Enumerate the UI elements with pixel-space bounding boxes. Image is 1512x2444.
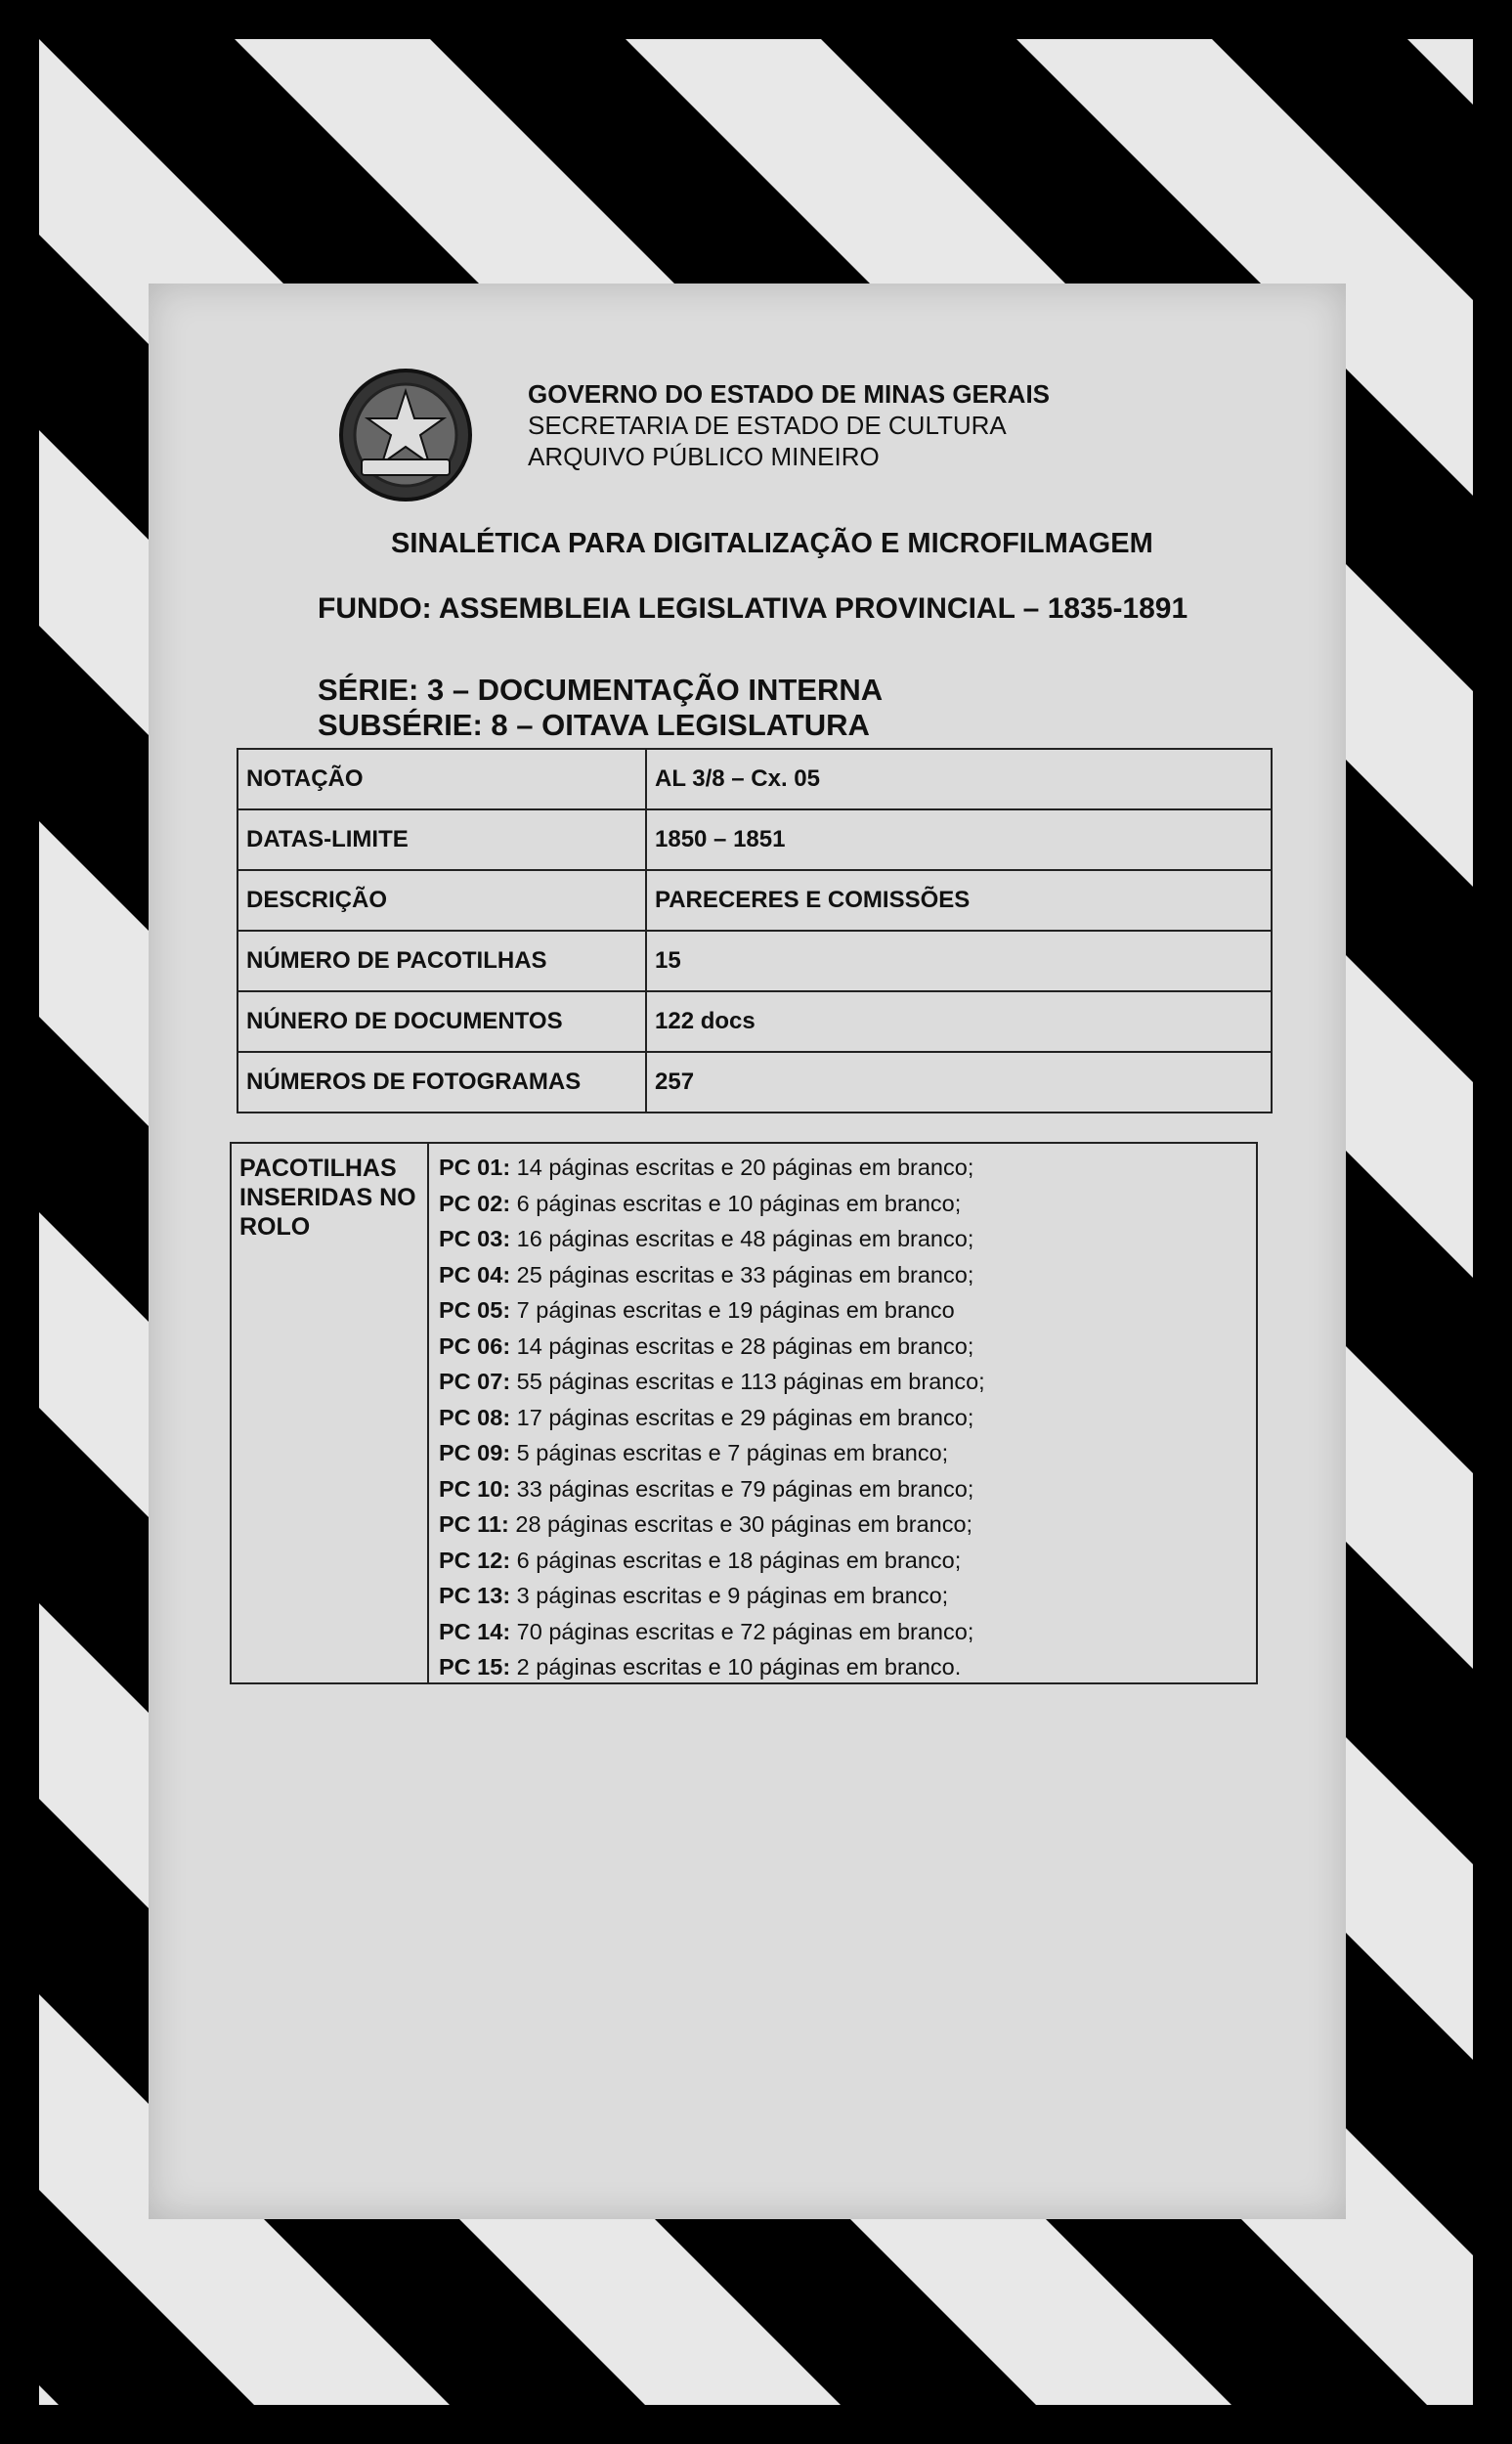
pacotilha-code: PC 03: xyxy=(439,1226,511,1251)
datas-limite-label: DATAS-LIMITE xyxy=(238,809,646,870)
list-item xyxy=(439,1506,1246,1543)
pacotilha-code: PC 07: xyxy=(439,1369,511,1394)
descricao-label: DESCRIÇÃO xyxy=(238,870,646,931)
pacotilha-description: 55 páginas escritas e 113 páginas em branco; xyxy=(510,1369,985,1394)
fotogramas-count-label: NÚMEROS DE FOTOGRAMAS xyxy=(238,1052,646,1113)
fundo-line: FUNDO: ASSEMBLEIA LEGISLATIVA PROVINCIAL – 1835-1891 xyxy=(318,592,1188,625)
pacotilha-description: 7 páginas escritas e 19 páginas em branco xyxy=(510,1297,955,1323)
list-item xyxy=(439,1329,1246,1365)
table-row xyxy=(238,749,1272,809)
documentos-count-label: NÚNERO DE DOCUMENTOS xyxy=(238,991,646,1052)
table-row xyxy=(238,1052,1272,1113)
roll-contents-box xyxy=(230,1142,1258,1684)
pacotilha-description: 28 páginas escritas e 30 páginas em branco; xyxy=(508,1511,973,1537)
list-item xyxy=(439,1257,1246,1293)
pacotilha-code: PC 12: xyxy=(439,1547,511,1573)
serie-line: SÉRIE: 3 – DOCUMENTAÇÃO INTERNA xyxy=(318,673,884,707)
metadata-table xyxy=(237,748,1273,1113)
table-row xyxy=(238,991,1272,1052)
institution-line-archive: ARQUIVO PÚBLICO MINEIRO xyxy=(528,442,880,471)
list-item xyxy=(439,1186,1246,1222)
pacotilha-description: 17 páginas escritas e 29 páginas em branco; xyxy=(510,1404,974,1430)
list-item xyxy=(439,1221,1246,1257)
pacotilha-code: PC 13: xyxy=(439,1583,511,1608)
pacotilha-description: 14 páginas escritas e 20 páginas em branco; xyxy=(510,1155,974,1180)
pacotilha-description: 3 páginas escritas e 9 páginas em branco; xyxy=(510,1583,949,1608)
document-title: SINALÉTICA PARA DIGITALIZAÇÃO E MICROFILMAGEM xyxy=(391,528,1153,559)
table-row xyxy=(238,809,1272,870)
pacotilha-code: PC 01: xyxy=(439,1155,511,1180)
pacotilha-code: PC 14: xyxy=(439,1618,511,1644)
pacotilha-code: PC 08: xyxy=(439,1404,511,1430)
datas-limite-value: 1850 – 1851 xyxy=(646,809,1272,870)
table-row xyxy=(238,870,1272,931)
documentos-count-value: 122 docs xyxy=(646,991,1272,1052)
list-item xyxy=(439,1649,1246,1685)
notacao-label: NOTAÇÃO xyxy=(238,749,646,809)
list-item xyxy=(439,1543,1246,1579)
roll-list xyxy=(439,1150,1246,1685)
pacotilha-code: PC 02: xyxy=(439,1190,511,1216)
subserie-line: SUBSÉRIE: 8 – OITAVA LEGISLATURA xyxy=(318,708,870,742)
pacotilha-description: 6 páginas escritas e 10 páginas em branco; xyxy=(510,1190,962,1216)
institution-line-secretariat: SECRETARIA DE ESTADO DE CULTURA xyxy=(528,411,1007,440)
list-item xyxy=(439,1614,1246,1650)
pacotilha-code: PC 10: xyxy=(439,1475,511,1502)
list-item xyxy=(439,1292,1246,1329)
table-row xyxy=(238,931,1272,991)
state-coat-of-arms-icon xyxy=(332,362,479,508)
pacotilha-code: PC 06: xyxy=(439,1332,511,1359)
pacotilhas-count-label: NÚMERO DE PACOTILHAS xyxy=(238,931,646,991)
pacotilha-description: 70 páginas escritas e 72 páginas em branco; xyxy=(510,1618,974,1644)
list-item xyxy=(439,1150,1246,1186)
pacotilha-code: PC 11: xyxy=(439,1511,509,1537)
pacotilha-description: 14 páginas escritas e 28 páginas em branco; xyxy=(510,1332,974,1359)
descricao-value: PARECERES E COMISSÕES xyxy=(646,870,1272,931)
pacotilha-code: PC 15: xyxy=(439,1654,511,1680)
pacotilha-code: PC 05: xyxy=(439,1297,511,1323)
pacotilha-description: 33 páginas escritas e 79 páginas em branco; xyxy=(510,1475,974,1502)
list-item xyxy=(439,1435,1246,1471)
pacotilha-code: PC 04: xyxy=(439,1261,511,1287)
pacotilha-code: PC 09: xyxy=(439,1440,511,1465)
list-item xyxy=(439,1471,1246,1507)
pacotilha-description: 16 páginas escritas e 48 páginas em branco; xyxy=(510,1226,974,1251)
pacotilha-description: 5 páginas escritas e 7 páginas em branco; xyxy=(510,1440,949,1465)
roll-label: PACOTILHAS INSERIDAS NO ROLO xyxy=(232,1144,429,1682)
list-item xyxy=(439,1400,1246,1436)
notacao-value: AL 3/8 – Cx. 05 xyxy=(646,749,1272,809)
institution-line-government: GOVERNO DO ESTADO DE MINAS GERAIS xyxy=(528,379,1051,409)
pacotilha-description: 25 páginas escritas e 33 páginas em branco; xyxy=(510,1261,974,1287)
pacotilha-description: 2 páginas escritas e 10 páginas em branco. xyxy=(510,1654,962,1680)
fotogramas-count-value: 257 xyxy=(646,1052,1272,1113)
pacotilhas-count-value: 15 xyxy=(646,931,1272,991)
pacotilha-description: 6 páginas escritas e 18 páginas em branco; xyxy=(510,1547,962,1573)
list-item xyxy=(439,1578,1246,1614)
list-item xyxy=(439,1364,1246,1400)
